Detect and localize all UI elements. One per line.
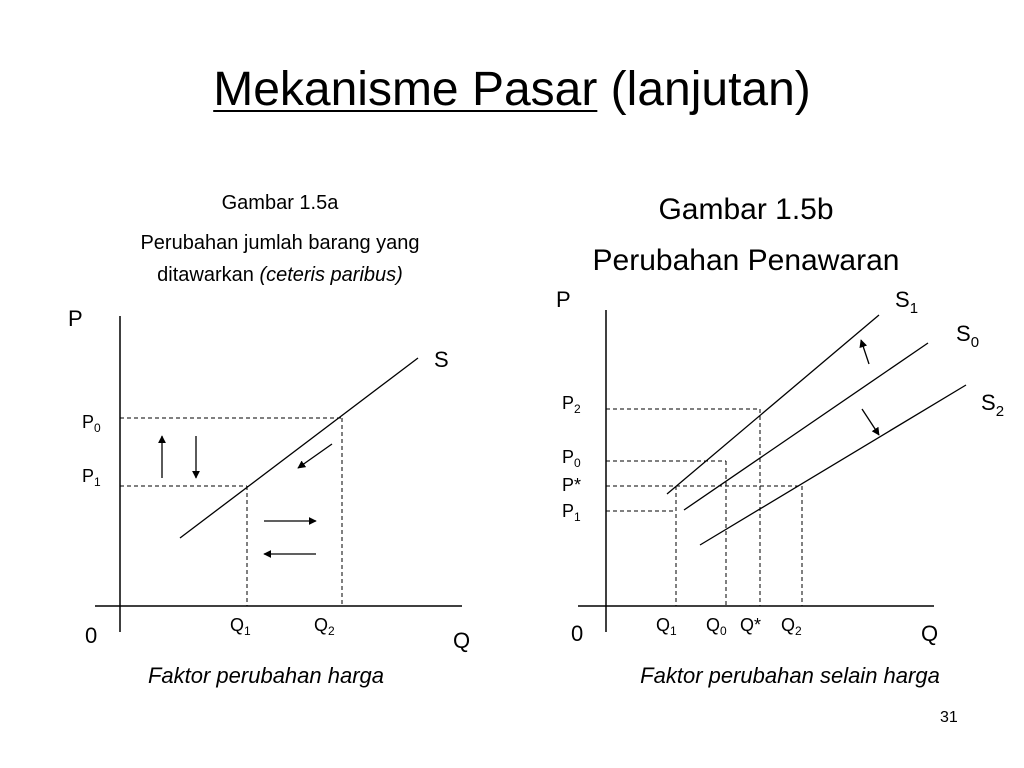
right-caption-figure: Gambar 1.5b (658, 193, 834, 226)
right-curve-label-s0: $S_0$ (956, 321, 980, 351)
supply-curve-s0 (684, 343, 928, 510)
left-caption-figure: Gambar 1.5a (221, 192, 339, 214)
right-tick-p0: $P_0$ (562, 447, 581, 470)
left-supply-curve (180, 358, 418, 538)
left-tick-q1: $Q_1$ (230, 615, 251, 638)
right-tick-pstar: P* (562, 475, 582, 495)
right-tick-q2: $Q_2$ (781, 615, 802, 638)
left-tick-q2: $Q_2$ (314, 615, 335, 638)
left-tick-p0: $P_0$ (82, 412, 101, 435)
right-origin-label: 0 (571, 621, 584, 646)
right-tick-p2: $P_2$ (562, 393, 581, 416)
right-caption-line-2: Perubahan Penawaran (592, 244, 900, 277)
left-origin-label: 0 (85, 623, 98, 648)
left-caption-text: ditawarkan (157, 264, 260, 286)
right-axis-y-label: P (556, 287, 571, 312)
page-number: 31 (940, 709, 958, 726)
arrow-diagonal-down-left-icon (298, 444, 332, 468)
right-curve-label-s2: $S_2$ (981, 390, 1005, 420)
left-caption-line-2: Perubahan jumlah barang yang (140, 232, 420, 254)
left-caption-italic: (ceteris paribus) (259, 264, 403, 286)
shift-down-arrow-icon (862, 409, 879, 435)
right-tick-q0: $Q_0$ (706, 615, 727, 638)
shift-up-arrow-icon (861, 340, 869, 364)
right-tick-qstar: Q* (740, 615, 762, 635)
left-axis-y-label: P (68, 306, 83, 331)
title-underlined: Mekanisme Pasar (213, 63, 598, 116)
title-rest: (lanjutan) (597, 63, 811, 116)
left-axis-x-label: Q (453, 628, 471, 653)
left-curve-label-s: S (434, 347, 449, 372)
right-footer-caption: Faktor perubahan selain harga (640, 663, 940, 688)
left-tick-p1: $P_1$ (82, 466, 101, 489)
left-chart (68, 306, 470, 653)
right-tick-q1: $Q_1$ (656, 615, 677, 638)
right-curve-label-s1: $S_1$ (895, 287, 919, 317)
right-axis-x-label: Q (921, 621, 939, 646)
left-footer-caption: Faktor perubahan harga (147, 663, 385, 688)
right-chart (556, 287, 1004, 646)
supply-curve-s1 (667, 315, 879, 494)
right-tick-p1: $P_1$ (562, 501, 581, 524)
